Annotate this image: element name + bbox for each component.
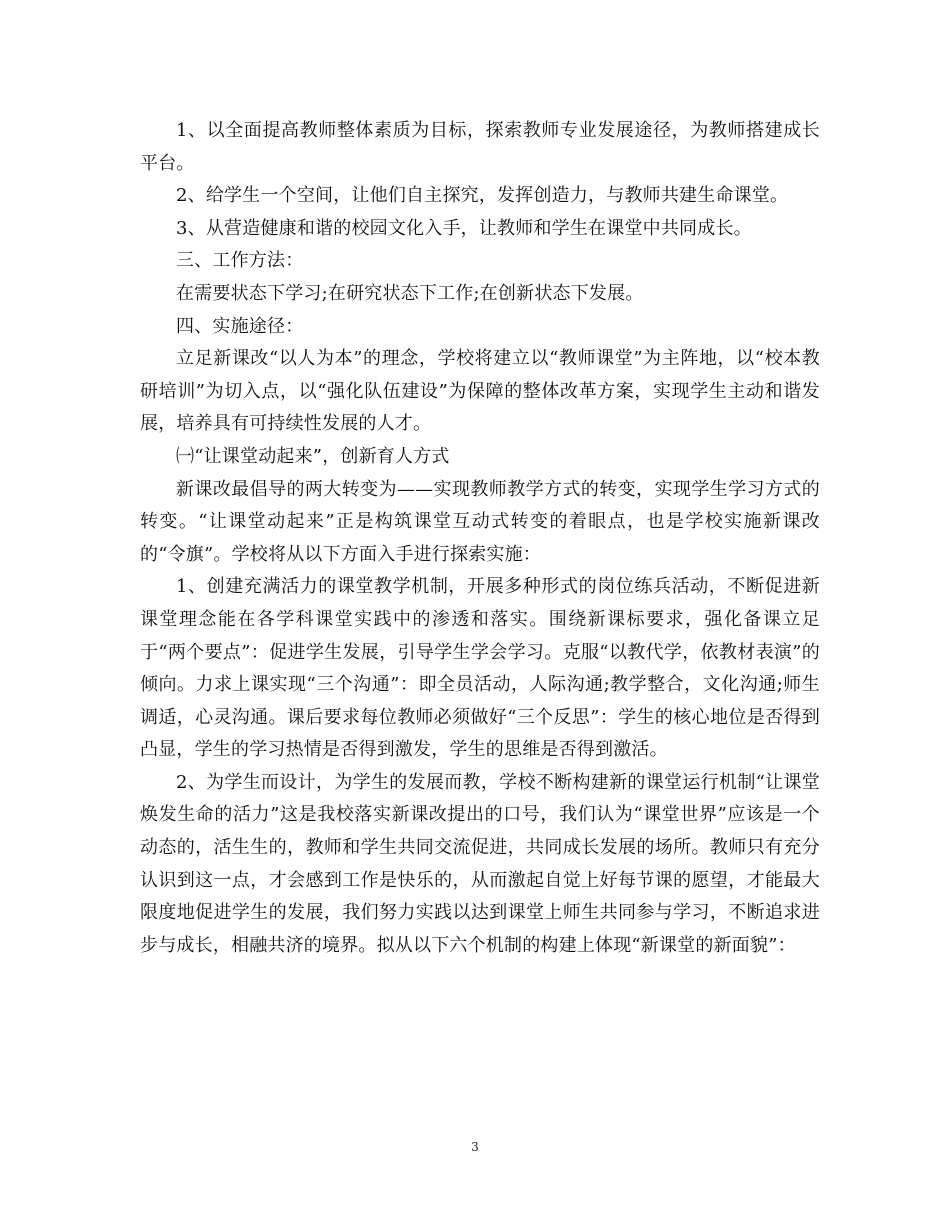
section-heading-implementation: 四、实施途径：	[176, 315, 304, 337]
paragraph-mechanism-1: 1、创建充满活力的课堂教学机制，开展多种形式的岗位练兵活动，不断促进新课堂理念能在各学科课堂实践中的渗透和落实。围绕新课标要求，强化备课立足于“两个要点”：促进学生发展，引导学生学会学习。克服“以教代学，依教材表演”的倾向。力求上课实现“三个沟通”：即全员活动，人际沟通;教学整合，文化沟通;师生调适，心灵沟通。课后要求每位教师必须做好“三个反思”：学生的核心地位是否得到凸显，学生的学习热情是否得到激发，学生的思维是否得到激活。	[140, 576, 820, 761]
paragraph-goal-3: 3、从营造健康和谐的校园文化入手，让教师和学生在课堂中共同成长。	[176, 217, 752, 239]
paragraph-goal-2: 2、给学生一个空间，让他们自主探究，发挥创造力，与教师共建生命课堂。	[176, 185, 789, 207]
subheading-classroom: ㈠“让课堂动起来”，创新育人方式	[176, 445, 450, 467]
page-number: 3	[471, 1140, 479, 1154]
paragraph-implementation-intro: 立足新课改“以人为本”的理念，学校将建立以“教师课堂”为主阵地，以“校本教研培训”为切入点，以“强化队伍建设”为保障的整体改革方案，实现学生主动和谐发展，培养具有可持续性发展的人才。	[140, 348, 820, 435]
document-body	[140, 115, 820, 962]
paragraph-goal-1: 1、以全面提高教师整体素质为目标，探索教师专业发展途径，为教师搭建成长平台。	[140, 120, 820, 174]
paragraph-mechanism-2: 2、为学生而设计，为学生的发展而教，学校不断构建新的课堂运行机制“让课堂焕发生命的活力”这是我校落实新课改提出的口号，我们认为“课堂世界”应该是一个动态的，活生生的，教师和学生共同交流促进，共同成长发展的场所。教师只有充分认识到这一点，才会感到工作是快乐的，从而激起自觉上好每节课的愿望，才能最大限度地促进学生的发展，我们努力实践以达到课堂上师生共同参与学习，不断追求进步与成长，相融共济的境界。拟从以下六个机制的构建上体现“新课堂的新面貌”：	[140, 771, 820, 956]
paragraph-methods: 在需要状态下学习;在研究状态下工作;在创新状态下发展。	[176, 282, 644, 304]
paragraph-transformation: 新课改最倡导的两大转变为——实现教师教学方式的转变，实现学生学习方式的转变。“让课堂动起来”正是构筑课堂互动式转变的着眼点，也是学校实施新课改的“令旗”。学校将从以下方面入手进行探索实施：	[140, 478, 820, 565]
section-heading-methods: 三、工作方法：	[176, 250, 304, 272]
